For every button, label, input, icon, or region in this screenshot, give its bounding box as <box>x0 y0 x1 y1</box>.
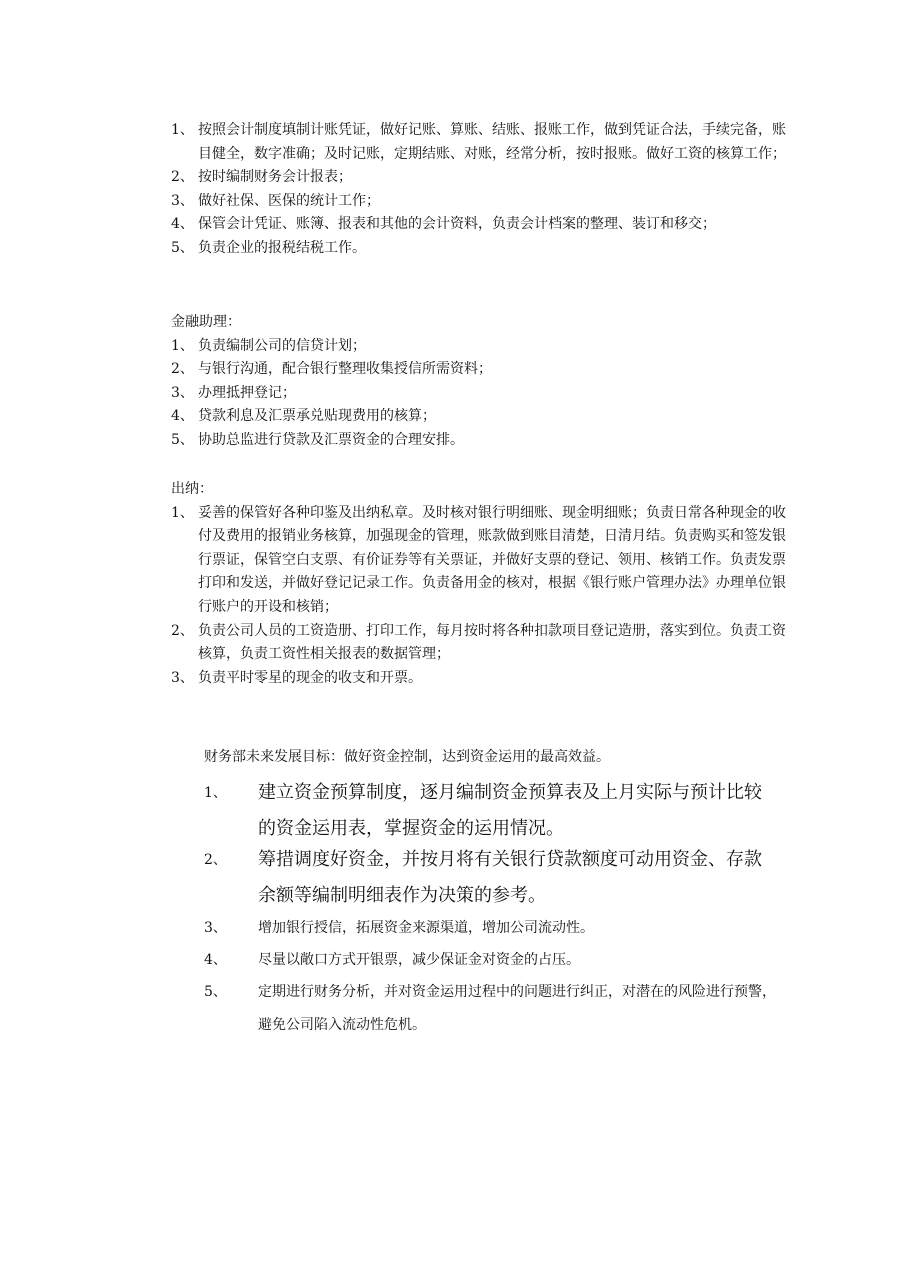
item-text: 办理抵押登记； <box>198 384 296 401</box>
list-item <box>171 620 791 667</box>
item-text: 负责编制公司的信贷计划； <box>198 337 366 354</box>
goal-text: 建立资金预算制度，逐月编制资金预算表及上月实际与预计比较的资金运用表，掌握资金的运用情况。 <box>258 782 762 839</box>
item-number: 5、 <box>171 239 194 256</box>
list-item <box>171 213 791 237</box>
goal-text: 增加银行授信，拓展资金来源渠道，增加公司流动性。 <box>258 920 594 936</box>
goal-text: 定期进行财务分析，并对资金运用过程中的问题进行纠正，对潜在的风险进行预警，避免公司陷入流动性危机。 <box>258 984 776 1033</box>
item-number: 1、 <box>171 504 194 521</box>
list-item <box>171 429 791 453</box>
accounting-duties-list <box>171 119 791 261</box>
item-number: 1、 <box>171 337 194 354</box>
future-goals-title: 财务部未来发展目标：做好资金控制，达到资金运用的最高效益。 <box>204 749 610 765</box>
list-item <box>171 190 791 214</box>
list-item <box>171 237 791 261</box>
goal-text: 筹措调度好资金，并按月将有关银行贷款额度可动用资金、存款余额等编制明细表作为决策的参考。 <box>258 849 762 906</box>
item-text: 负责平时零星的现金的收支和开票。 <box>198 669 422 686</box>
item-number: 2、 <box>171 169 194 186</box>
item-text: 负责企业的报税结税工作。 <box>198 239 366 256</box>
finance-assistant-list <box>171 335 791 453</box>
item-text: 做好社保、医保的统计工作； <box>198 192 380 209</box>
cashier-list <box>171 502 791 691</box>
item-number: 4、 <box>171 408 194 425</box>
section-heading: 金融助理： <box>171 314 241 330</box>
item-text: 保管会计凭证、账簿、报表和其他的会计资料，负责会计档案的整理、装订和移交； <box>198 216 716 233</box>
item-number: 4、 <box>171 216 194 233</box>
item-number: 3、 <box>171 669 194 686</box>
item-text: 协助总监进行贷款及汇票资金的合理安排。 <box>198 431 464 448</box>
goal-number: 5、 <box>204 984 227 1000</box>
list-item <box>171 382 791 406</box>
goal-number: 2、 <box>204 852 227 868</box>
item-text: 与银行沟通，配合银行整理收集授信所需资料； <box>198 361 492 378</box>
goal-text: 尽量以敞口方式开银票，减少保证金对资金的占压。 <box>258 952 580 968</box>
section-heading: 出纳： <box>171 481 213 497</box>
item-number: 2、 <box>171 361 194 378</box>
item-number: 2、 <box>171 622 194 639</box>
item-text: 按时编制财务会计报表； <box>198 169 352 186</box>
goal-number: 1、 <box>204 785 227 801</box>
item-text: 贷款利息及汇票承兑贴现费用的核算； <box>198 408 436 425</box>
item-number: 3、 <box>171 384 194 401</box>
goal-number: 3、 <box>204 920 227 936</box>
list-item <box>171 405 791 429</box>
list-item <box>171 335 791 359</box>
item-number: 1、 <box>171 122 194 138</box>
list-item <box>171 358 791 382</box>
goal-number: 4、 <box>204 952 227 968</box>
item-text: 妥善的保管好各种印鉴及出纳私章。及时核对银行明细账、现金明细账；负责日常各种现金的收付及费用的报销业务核算，加强现金的管理，账款做到账目清楚，日清月结。负责购买和签发银行票证，保管空白支票、有价证券等有关票证，并做好支票的登记、领用、核销工作。负责发票打印和发送，并做好登记记录工作。负责备用金的核对，根据《银行账户管理办法》办理单位银行账户的开设和核销； <box>198 504 786 615</box>
accounting-duties <box>171 119 791 261</box>
cashier-section <box>171 478 791 690</box>
item-text: 负责公司人员的工资造册、打印工作，每月按时将各种扣款项目登记造册，落实到位。负责工资核算，负责工资性相关报表的数据管理； <box>198 622 786 663</box>
list-item <box>171 502 791 620</box>
list-item <box>171 667 791 691</box>
item-text: 按照会计制度填制计账凭证，做好记账、算账、结账、报账工作，做到凭证合法，手续完备，账目健全，数字准确；及时记账，定期结账、对账，经常分析，按时报账。做好工资的核算工作； <box>198 122 786 162</box>
item-number: 5、 <box>171 431 194 448</box>
finance-assistant-section <box>171 311 791 453</box>
list-item <box>171 119 791 166</box>
item-number: 3、 <box>171 192 194 209</box>
list-item <box>171 166 791 190</box>
